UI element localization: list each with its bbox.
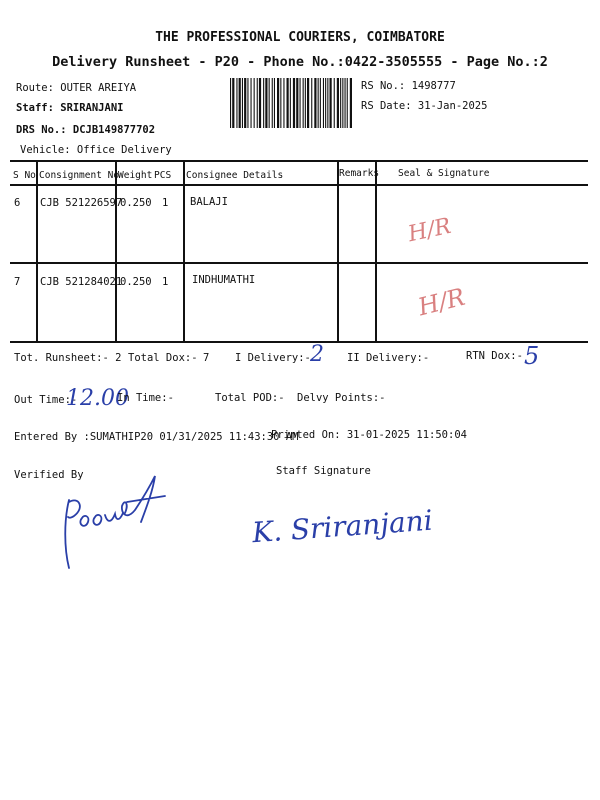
header-seal-signature: Seal & Signature (398, 168, 490, 179)
seal-mark: H/R (405, 213, 454, 248)
printed-on: Printed On: 31-01-2025 11:50:04 (271, 429, 467, 441)
out-time-label: Out Time:- (14, 394, 78, 406)
header-sno: S No (13, 170, 36, 181)
route-label: Route: OUTER AREIYA (16, 82, 137, 94)
header-remarks: Remarks (339, 168, 380, 179)
row-pcs: 1 (162, 276, 169, 288)
seal-mark: H/R (415, 282, 468, 322)
runsheet-title: Delivery Runsheet - P20 - Phone No.:0422-3505555 - Page No.:2 (52, 54, 548, 70)
rs-date-label: RS Date: 31-Jan-2025 (361, 100, 488, 112)
i-delivery-handwritten: 2 (310, 342, 324, 367)
header-consignment-no: Consignment No (39, 170, 120, 181)
rtn-dox-label: RTN Dox:- (466, 350, 523, 362)
entered-by: Entered By :SUMATHIP20 01/31/2025 11:43:30 AM (14, 431, 299, 443)
total-pod-label: Total POD:- (215, 392, 285, 404)
row-consignee: BALAJI (190, 196, 228, 208)
row-sno: 6 (14, 197, 21, 209)
rtn-dox-handwritten: 5 (524, 342, 540, 370)
in-time-label: In Time:- (117, 392, 174, 404)
row-consignment-no: CJB 521284021 (40, 276, 123, 288)
verified-by-signature (55, 470, 170, 575)
row-pcs: 1 (162, 197, 169, 209)
header-weight: Weight (118, 170, 153, 181)
staff-label: Staff: SRIRANJANI (16, 102, 124, 114)
row-weight: 0.250 (120, 276, 152, 288)
row-sno: 7 (14, 276, 21, 288)
barcode-image (228, 78, 354, 128)
header-consignee-details: Consignee Details (186, 170, 284, 181)
staff-signature-handwritten: K. Sriranjani (251, 503, 434, 550)
header-pcs: PCS (154, 170, 172, 181)
row-consignment-no: CJB 521226597 (40, 197, 123, 209)
i-delivery-label: I Delivery:- (235, 352, 311, 364)
total-dox-label: Total Dox:- (128, 352, 198, 364)
company-title: THE PROFESSIONAL COURIERS, COIMBATORE (155, 30, 445, 45)
ii-delivery-label: II Delivery:- (347, 352, 430, 364)
total-dox-value: 7 (203, 352, 210, 364)
rs-no-label: RS No.: 1498777 (361, 80, 456, 92)
row-weight: 0.250 (120, 197, 152, 209)
tot-runsheet: Tot. Runsheet:- 2 (14, 352, 122, 364)
staff-signature-label: Staff Signature (276, 465, 371, 477)
drs-no-label: DRS No.: DCJB149877702 (16, 124, 156, 136)
out-time-handwritten: 12.00 (66, 386, 129, 411)
verified-by-label: Verified By (14, 469, 84, 481)
vehicle-label: Vehicle: Office Delivery (20, 144, 172, 156)
row-consignee: INDHUMATHI (192, 274, 256, 286)
delvy-points-label: Delvy Points:- (297, 392, 386, 404)
